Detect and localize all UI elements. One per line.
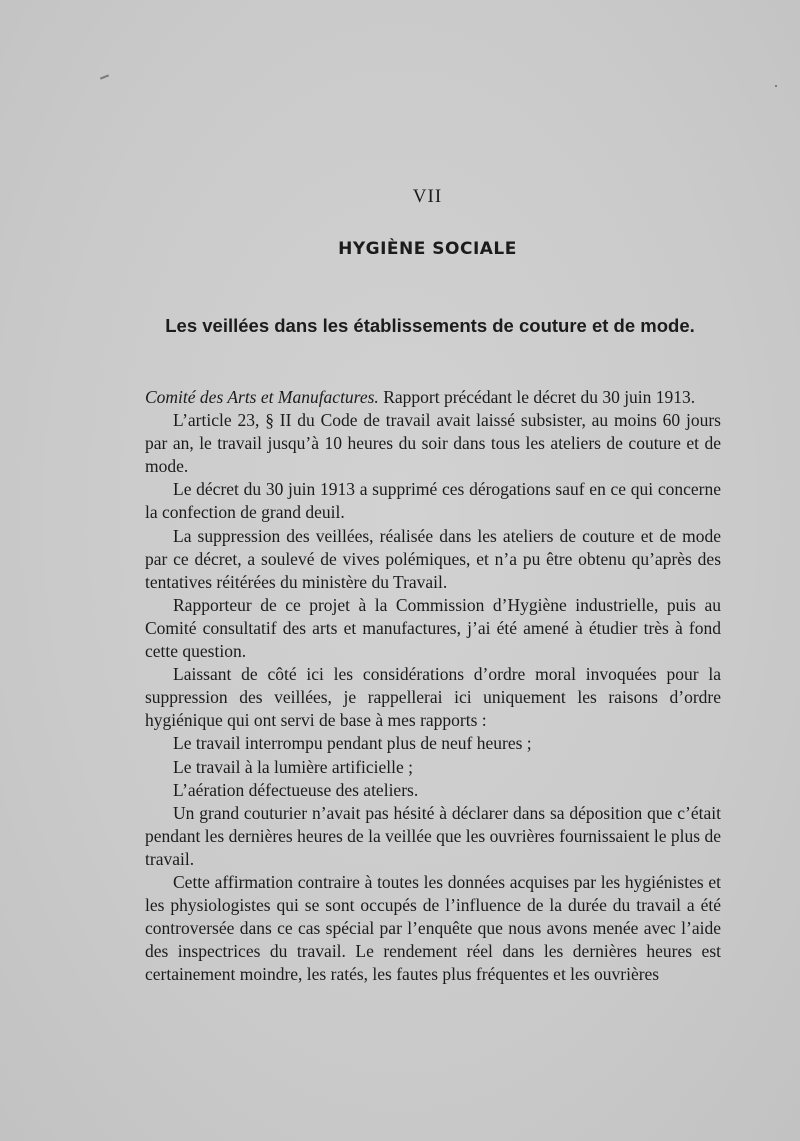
source-citation <box>145 386 721 409</box>
paragraph: La suppression des veillées, réalisée dans les ateliers de couture et de mode par ce décret, a soulevé de vives polémiques, et n’a pu être obtenu qu’après des tentatives réitérées du ministère du Travail. <box>145 525 721 592</box>
paragraph: Le travail interrompu pendant plus de neuf heures ; <box>173 733 532 754</box>
source-institution: Comité des Arts et Manufactures. <box>145 387 379 407</box>
paragraph: Le travail à la lumière artificielle ; <box>173 756 414 777</box>
paragraph: Cette affirmation contraire à toutes les données acquises par les hygiénistes et les physiologistes qui se sont occupés de l’influence de la durée du travail a été controversée dans ce cas spécial par l’enquête que nous avons menée avec l’aide des inspectrices du travail. Le rendement réel dans les dernières heures est certainement moindre, les ratés, les fautes plus fréquentes et les ouvrières <box>145 871 721 985</box>
scan-speck <box>775 85 777 87</box>
body-text <box>145 386 721 986</box>
article-title: Les veillées dans les établissements de couture et de mode. <box>165 315 695 336</box>
paragraph: Rapporteur de ce projet à la Commission d’Hygiène industrielle, puis au Comité consultatif des arts et manufactures, j’ai été amené à étudier très à fond cette question. <box>145 594 721 662</box>
paragraph: Le décret du 30 juin 1913 a supprimé ces dérogations sauf en ce qui concerne la confection de grand deuil. <box>145 479 721 523</box>
paragraph: L’aération défectueuse des ateliers. <box>173 779 419 800</box>
paragraph: Un grand couturier n’avait pas hésité à déclarer dans sa déposition que c’était pendant les dernières heures de la veillée que les ouvrières fournissaient le plus de travail. <box>145 802 721 869</box>
chapter-number: VII <box>412 186 443 207</box>
paragraph: Laissant de côté ici les considérations d’ordre moral invoquées pour la suppression des veillées, je rappellerai ici uniquement les raisons d’ordre hygiénique qui ont servi de base à mes rapports : <box>145 664 721 731</box>
section-title: HYGIÈNE SOCIALE <box>338 239 517 259</box>
source-text: Rapport précédant le décret du 30 juin 1913. <box>378 387 696 407</box>
scan-speck <box>100 74 109 79</box>
paragraph: L’article 23, § II du Code de travail avait laissé subsister, au moins 60 jours par an, le travail jusqu’à 10 heures du soir dans tous les ateliers de couture et de mode. <box>145 410 721 477</box>
